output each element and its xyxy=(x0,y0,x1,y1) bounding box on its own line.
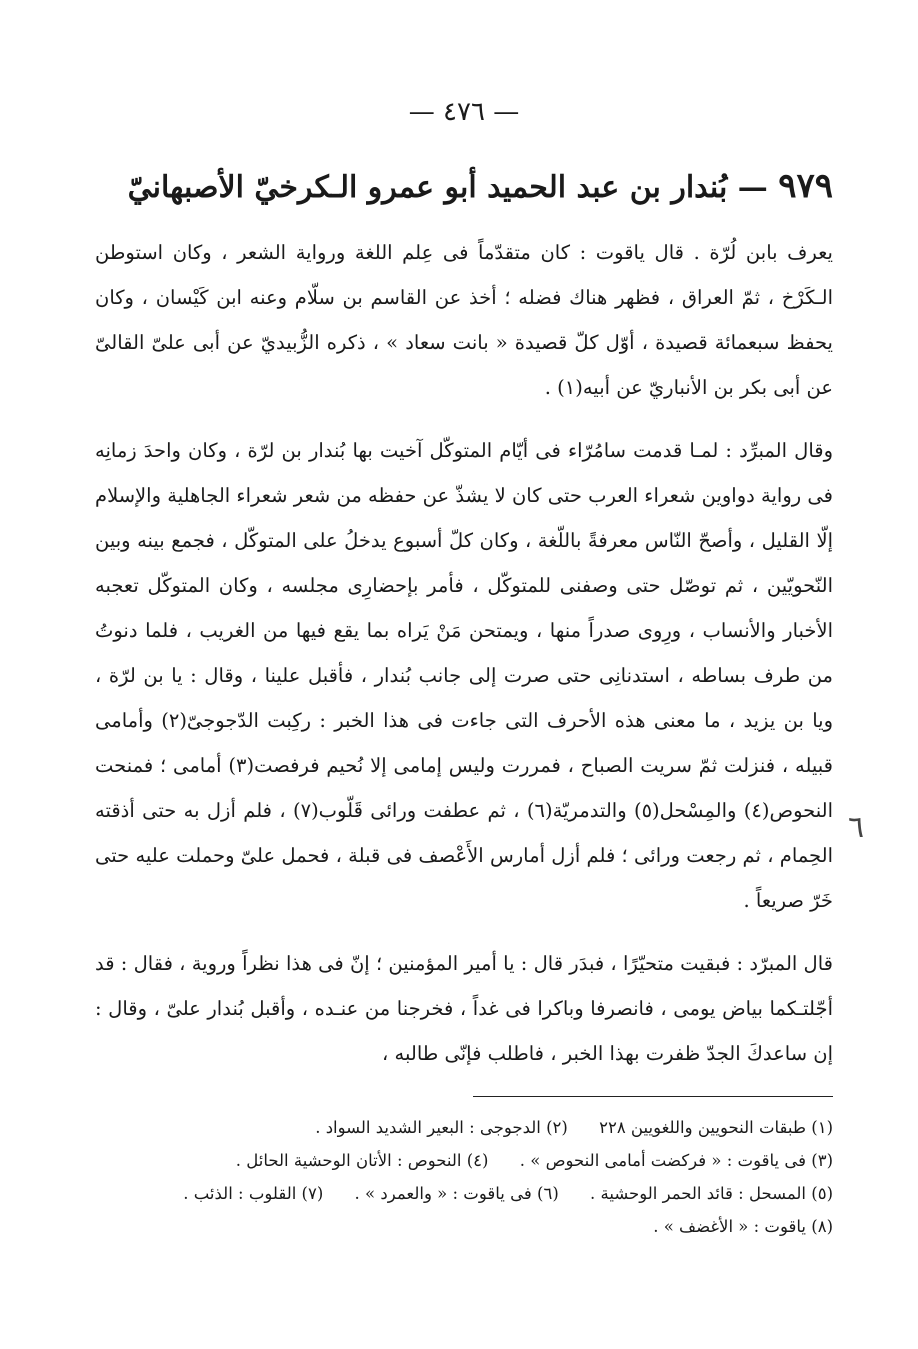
footnote: (٥) المسحل : قائد الحمر الوحشية . xyxy=(590,1184,833,1203)
paragraph-3: قال المبرّد : فبقيت متحيّرًا ، فبدَر قال : يا أمير المؤمنين ؛ إنّ فى هذا نظراً وروية ، فقال : قد أجّلتـكما بياض يومى ، فانصرفا وباكرا فى غداً ، فخرجنا من عنـده ، وأقبل بُندار علىّ ، وقال : إن ساعدكَ الجدّ ظفرت بهذا الخبر ، فاطلب فإنّى طالبه ، xyxy=(95,952,833,1065)
margin-mark: ٦ xyxy=(848,810,865,845)
footnote-line xyxy=(95,1111,833,1144)
entry-heading xyxy=(95,164,833,210)
paragraph-1: يعرف بابن لُرّة . قال ياقوت : كان متقدّماً فى عِلم اللغة ورواية الشعر ، وكان استوطن الـكَرْخ ، ثمّ العراق ، فظهر هناك فضله ؛ أخذ عن القاسم بن سلّام وعنه ابن كَيْسان ، وكان يحفظ سبعمائة قصيدة ، أوّل كلّ قصيدة « بانت سعاد » ، ذكره الزُّبيديّ عن أبى علىّ القالىّ عن أبى بكر بن الأنباريّ عن أبيه(١) . xyxy=(95,241,833,399)
entry-number: ٩٧٩ xyxy=(778,166,833,206)
footnote-line xyxy=(95,1144,833,1177)
footnote: (٢) الدجوجى : البعير الشديد السواد . xyxy=(315,1118,568,1137)
footnote: (٤) النحوص : الأتان الوحشية الحائل . xyxy=(235,1151,489,1170)
footnote: (١) طبقات النحويين واللغويين ٢٢٨ xyxy=(599,1118,833,1137)
footnote-line xyxy=(95,1177,833,1210)
entry-title: — بُندار بن عبد الحميد أبو عمرو الـكرخيّ الأصبهانيّ xyxy=(127,170,768,205)
footnote-line xyxy=(95,1210,833,1243)
footnote: (٨) ياقوت : « الأغضف » . xyxy=(653,1217,833,1236)
page-number: — ٤٧٦ — xyxy=(408,97,520,127)
footnote: (٦) فى ياقوت : « والعمرد » . xyxy=(354,1184,559,1203)
footnote: (٧) القلوب : الذئب . xyxy=(183,1184,324,1203)
footnotes xyxy=(95,1111,833,1243)
paragraph-2: وقال المبرِّد : لمـا قدمت سامُرّاء فى أيّام المتوكّل آخيت بها بُندار بن لرّة ، وكان واحدَ زمانِه فى رواية دواوين شعراء العرب حتى كان لا يشذّ عن حفظه من شعر شعراء الجاهلية والإسلام إلّا القليل ، وأصحّ النّاس معرفةً باللّغة ، وكان كلّ أسبوع يدخلُ على المتوكّل ، فجمع بينه وبين النّحويّين ، ثم توصّل حتى وصفنى للمتوكّل ، فأمر بإحضارِى مجلسه ، وكان المتوكّل تعجبه الأخبار والأنساب ، ورِوى صدراً منها ، ويمتحن مَنْ يَراه بما يقع فيها من الغريب ، فلما دنوتُ من طرف بساطه ، استدنانِى حتى صرت إلى جانب بُندار ، فأقبل علينا ، وقال : يا بن لرّة ، ويا بن يزيد ، ما معنى هذه الأحرف التى جاءت فى هذا الخبر : ركِبت الدّجوجىّ(٢) وأمامى قبيله ، فنزلت ثمّ سريت الصباح ، فمررت وليس إمامى إلا نُحيم فرفصت(٣) أمامى ؛ فمنحت النحوص(٤) والمِسْحل(٥) والتدمريّة(٦) ، ثم عطفت ورائى قَلّوب(٧) ، فلم أزل به حتى أذقته الحِمام ، ثم رجعت ورائى ؛ فلم أزل أمارس الأَعْصف فى قبلة ، فحمل علىّ وحملت عليه حتى خَرّ صريعاً . xyxy=(95,439,833,912)
footnote-divider xyxy=(473,1096,833,1097)
footnote: (٣) فى ياقوت : « فركضت أمامى النحوص » . xyxy=(519,1151,833,1170)
